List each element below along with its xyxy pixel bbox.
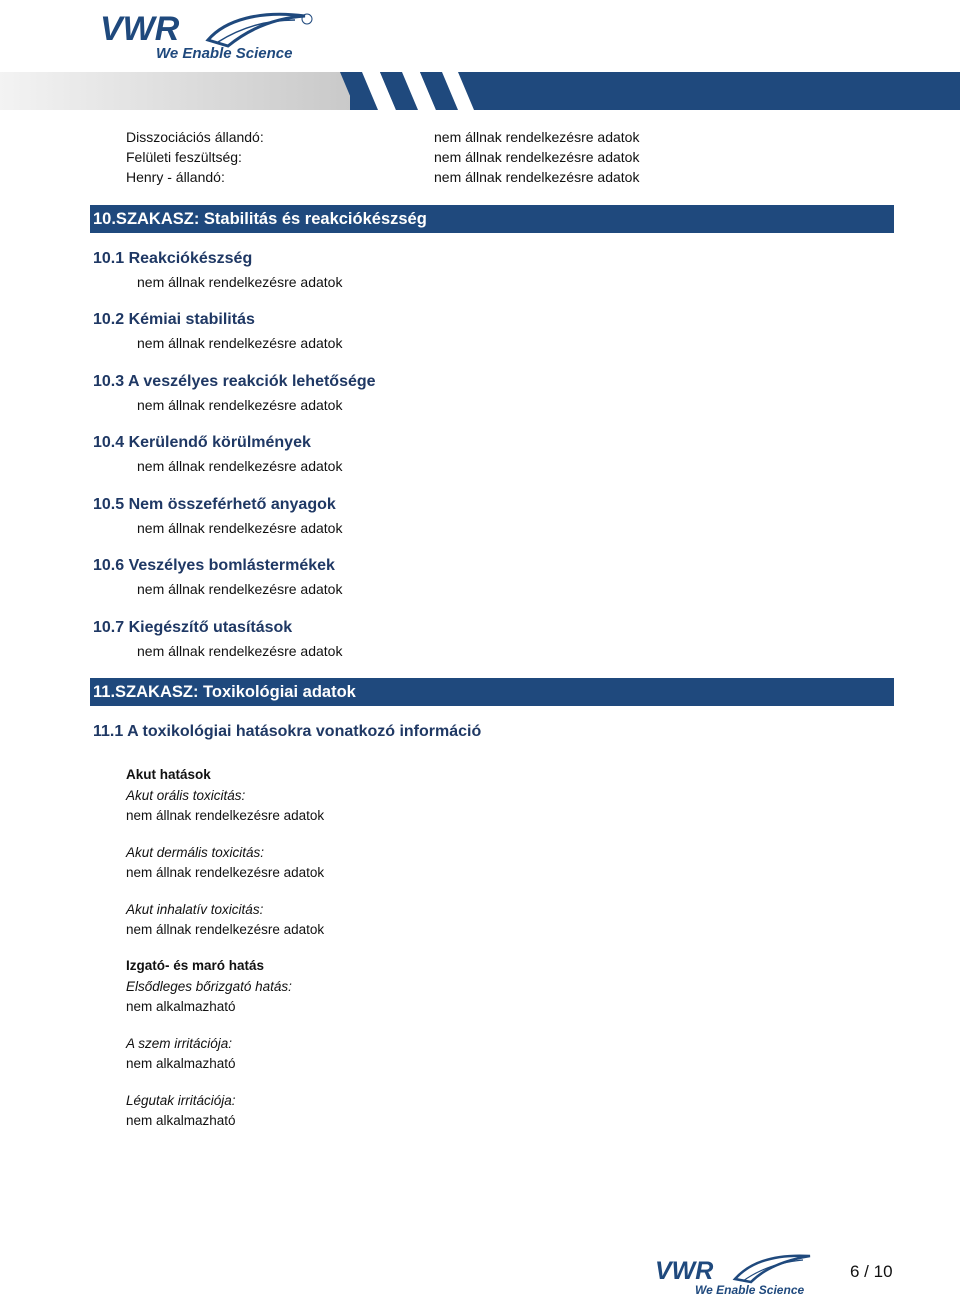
eye-irritation-label: A szem irritációja:: [126, 1036, 233, 1051]
acute-effects-title: Akut hatások: [126, 767, 211, 782]
acute-oral-label: Akut orális toxicitás:: [126, 788, 246, 803]
prop-value-1: nem állnak rendelkezésre adatok: [434, 129, 640, 145]
acute-inhal-label: Akut inhalatív toxicitás:: [126, 902, 264, 917]
prop-label-1: Disszociációs állandó:: [126, 129, 264, 145]
prop-label-3: Henry - állandó:: [126, 169, 225, 185]
logo-tagline: We Enable Science: [156, 45, 293, 62]
section-10-4-value: nem állnak rendelkezésre adatok: [137, 458, 343, 474]
skin-irritation-label: Elsődleges bőrizgató hatás:: [126, 979, 292, 994]
resp-irritation-value: nem alkalmazható: [126, 1113, 236, 1128]
section-10-3-value: nem állnak rendelkezésre adatok: [137, 397, 343, 413]
section-10-4-heading: 10.4 Kerülendő körülmények: [93, 434, 311, 451]
vwr-logo: [100, 10, 315, 62]
logo-wordmark: VWR: [100, 10, 180, 48]
section-10-1-value: nem állnak rendelkezésre adatok: [137, 274, 343, 290]
prop-value-3: nem állnak rendelkezésre adatok: [434, 169, 640, 185]
prop-label-2: Felületi feszültség:: [126, 149, 242, 165]
acute-dermal-label: Akut dermális toxicitás:: [126, 845, 265, 860]
prop-value-2: nem állnak rendelkezésre adatok: [434, 149, 640, 165]
section-10-7-value: nem állnak rendelkezésre adatok: [137, 643, 343, 659]
section-11-title: 11.SZAKASZ: Toxikológiai adatok: [90, 678, 894, 706]
footer-logo-wordmark: VWR: [655, 1257, 714, 1285]
section-10-5-value: nem állnak rendelkezésre adatok: [137, 520, 343, 536]
skin-irritation-value: nem alkalmazható: [126, 999, 236, 1014]
acute-dermal-value: nem állnak rendelkezésre adatok: [126, 865, 325, 880]
header-band: [0, 72, 960, 110]
resp-irritation-label: Légutak irritációja:: [126, 1093, 236, 1108]
acute-inhal-value: nem állnak rendelkezésre adatok: [126, 922, 325, 937]
vwr-logo-footer: [655, 1252, 815, 1296]
section-10-6-value: nem állnak rendelkezésre adatok: [137, 581, 343, 597]
eye-irritation-value: nem alkalmazható: [126, 1056, 236, 1071]
section-11-1-heading: 11.1 A toxikológiai hatásokra vonatkozó információ: [93, 723, 482, 740]
section-10-2-heading: 10.2 Kémiai stabilitás: [93, 311, 255, 328]
section-10-7-heading: 10.7 Kiegészítő utasítások: [93, 619, 293, 636]
page-number: 6 / 10: [850, 1262, 893, 1281]
footer-logo-tagline: We Enable Science: [695, 1283, 805, 1296]
section-10-title: 10.SZAKASZ: Stabilitás és reakciókészség: [90, 205, 894, 233]
section-10-3-heading: 10.3 A veszélyes reakciók lehetősége: [93, 373, 376, 390]
section-10-6-heading: 10.6 Veszélyes bomlástermékek: [93, 557, 335, 574]
section-10-2-value: nem állnak rendelkezésre adatok: [137, 335, 343, 351]
section-10-1-heading: 10.1 Reakciókészség: [93, 250, 253, 267]
irritation-title: Izgató- és maró hatás: [126, 958, 265, 973]
section-10-5-heading: 10.5 Nem összeférhető anyagok: [93, 496, 336, 513]
acute-oral-value: nem állnak rendelkezésre adatok: [126, 808, 325, 823]
